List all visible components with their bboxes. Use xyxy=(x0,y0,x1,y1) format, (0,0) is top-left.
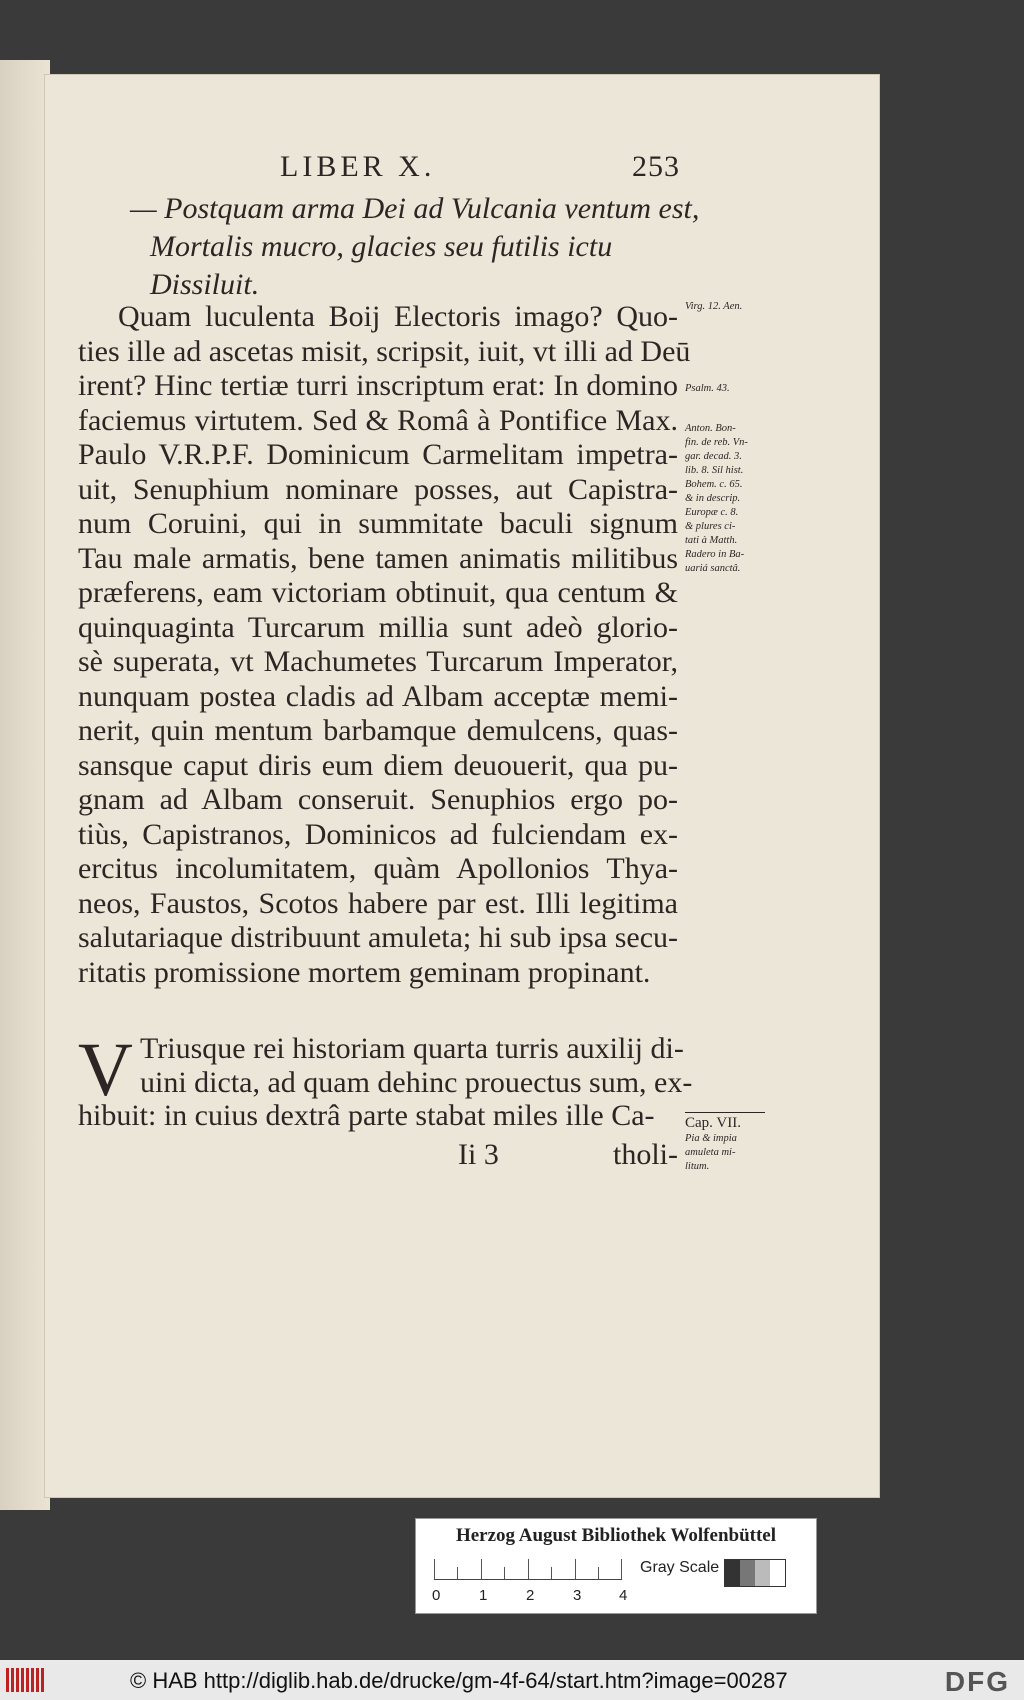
ruler-number: 0 xyxy=(432,1587,441,1604)
ruler-number: 4 xyxy=(619,1587,628,1604)
ruler-scale xyxy=(434,1559,622,1580)
margin-note-virgil: Virg. 12. Aen. xyxy=(685,301,743,312)
note-line: Anton. Bon- xyxy=(685,423,736,434)
ruler-number: 2 xyxy=(526,1587,535,1604)
text-line: gnam ad Albam conseruit. Senuphios ergo po- xyxy=(78,783,678,816)
text-line: Paulo V.R.P.F. Dominicum Carmelitam impetra- xyxy=(78,438,678,471)
text-line: uini dicta, ad quam dehinc prouectus sum, ex- xyxy=(140,1066,693,1099)
gray-swatch xyxy=(755,1560,770,1586)
library-label xyxy=(415,1518,817,1614)
text-line: hibuit: in cuius dextrâ parte stabat miles ille Ca- xyxy=(78,1099,655,1132)
ruler-tick xyxy=(528,1559,529,1579)
note-line: amuleta mi- xyxy=(685,1147,736,1158)
ruler-tick xyxy=(434,1559,435,1579)
note-line: Radero in Ba- xyxy=(685,549,745,560)
copyright-link[interactable]: © HAB http://diglib.hab.de/drucke/gm-4f-64/start.htm?image=00287 xyxy=(130,1668,788,1693)
note-line: Bohem. c. 65. xyxy=(685,479,743,490)
margin-note-psalm: Psalm. 43. xyxy=(685,383,730,394)
body-text xyxy=(78,300,691,990)
signature-mark: Ii 3 xyxy=(458,1138,499,1171)
text-line: neos, Faustos, Scotos habere par est. Illi legitima xyxy=(78,886,678,920)
verse-quote xyxy=(130,190,700,304)
running-title: LIBER X. xyxy=(280,150,436,183)
dfg-logo: DFG xyxy=(944,1666,1010,1697)
facing-page-edge xyxy=(0,60,50,1510)
footer-bar xyxy=(0,1660,1024,1700)
library-name: Herzog August Bibliothek Wolfenbüttel xyxy=(455,1525,777,1546)
text-line: num Coruini, qui in summitate baculi signum xyxy=(78,507,678,540)
text-line: ritatis promissione mortem geminam propinant. xyxy=(78,955,651,989)
text-line: ercitus incolumitatem, quàm Apollonios Thya- xyxy=(78,852,678,885)
note-line: Europæ c. 8. xyxy=(685,507,739,518)
text-line: nunquam postea cladis ad Albam acceptæ memi- xyxy=(78,679,678,713)
gray-swatch xyxy=(740,1560,755,1586)
divider xyxy=(685,1112,765,1113)
gray-scale-bar xyxy=(724,1559,786,1587)
page-foot xyxy=(78,1138,678,1172)
text-line: faciemus virtutem. Sed & Româ à Pontifice Max. xyxy=(78,403,678,437)
verse-line: Mortalis mucro, glacies seu futilis ictu xyxy=(150,230,613,263)
note-line: uariá sanctâ. xyxy=(685,563,741,574)
text-line: salutariaque distribuunt amuleta; hi sub ipsa secu- xyxy=(78,921,678,954)
text-line: quinquaginta Turcarum millia sunt adeò glorio- xyxy=(78,610,678,644)
running-header xyxy=(280,150,680,190)
drop-cap: V xyxy=(78,1028,133,1112)
note-line: gar. decad. 3. xyxy=(685,451,742,462)
catchword: tholi- xyxy=(613,1138,678,1171)
gray-scale-label: Gray Scale xyxy=(640,1559,720,1576)
ruler-tick xyxy=(504,1567,505,1579)
note-line: Pia & impia xyxy=(685,1133,737,1144)
text-line: sansque caput diris eum diem deuouerit, qua pu- xyxy=(78,748,678,782)
note-line: litum. xyxy=(685,1161,710,1172)
gray-swatch xyxy=(725,1560,740,1586)
page-number: 253 xyxy=(632,150,680,183)
ruler-tick xyxy=(598,1567,599,1579)
chapter-opening xyxy=(140,1032,693,1100)
note-line: fin. de reb. Vn- xyxy=(685,437,748,448)
ruler-tick xyxy=(551,1567,552,1579)
ruler-tick xyxy=(575,1559,576,1579)
ruler-number: 1 xyxy=(479,1587,488,1604)
text-line: Quam luculenta Boij Electoris imago? Quo- xyxy=(118,300,678,333)
text-line: tiùs, Capistranos, Dominicos ad fulciendam ex- xyxy=(78,817,678,851)
text-line: nerit, quin mentum barbamque demulcens, quas- xyxy=(78,714,678,747)
chapter-title: Cap. VII. xyxy=(685,1115,741,1131)
gray-swatch xyxy=(770,1560,785,1586)
note-line: tati à Matth. xyxy=(685,535,738,546)
chapter-marker xyxy=(685,1112,780,1174)
note-line: lib. 8. Sil hist. xyxy=(685,465,744,476)
ruler-tick xyxy=(621,1559,622,1579)
text-line: irent? Hinc tertiæ turri inscriptum erat: In domino xyxy=(78,369,678,402)
text-line: sè superata, vt Machumetes Turcarum Imperator, xyxy=(78,645,678,678)
verse-line: Dissiluit. xyxy=(150,268,260,301)
verse-line: — Postquam arma Dei ad Vulcania ventum est, xyxy=(130,192,700,225)
ruler-tick xyxy=(457,1567,458,1579)
margin-note-bonfin xyxy=(685,422,780,576)
text-line: præferens, eam victoriam obtinuit, qua centum & xyxy=(78,576,678,609)
text-line: uit, Senuphium nominare posses, aut Capistra- xyxy=(78,472,678,506)
hab-logo-icon xyxy=(6,1668,46,1692)
note-line: & in descrip. xyxy=(685,493,741,504)
chapter-note xyxy=(685,1132,780,1174)
ruler-tick xyxy=(481,1559,482,1579)
ruler-number: 3 xyxy=(573,1587,582,1604)
note-line: & plures ci- xyxy=(685,521,736,532)
text-line: Triusque rei historiam quarta turris auxilij di- xyxy=(140,1032,684,1065)
text-line: Tau male armatis, bene tamen animatis militibus xyxy=(78,541,678,575)
text-line: ties ille ad ascetas misit, scripsit, iuit, vt illi ad Deū xyxy=(78,334,691,368)
